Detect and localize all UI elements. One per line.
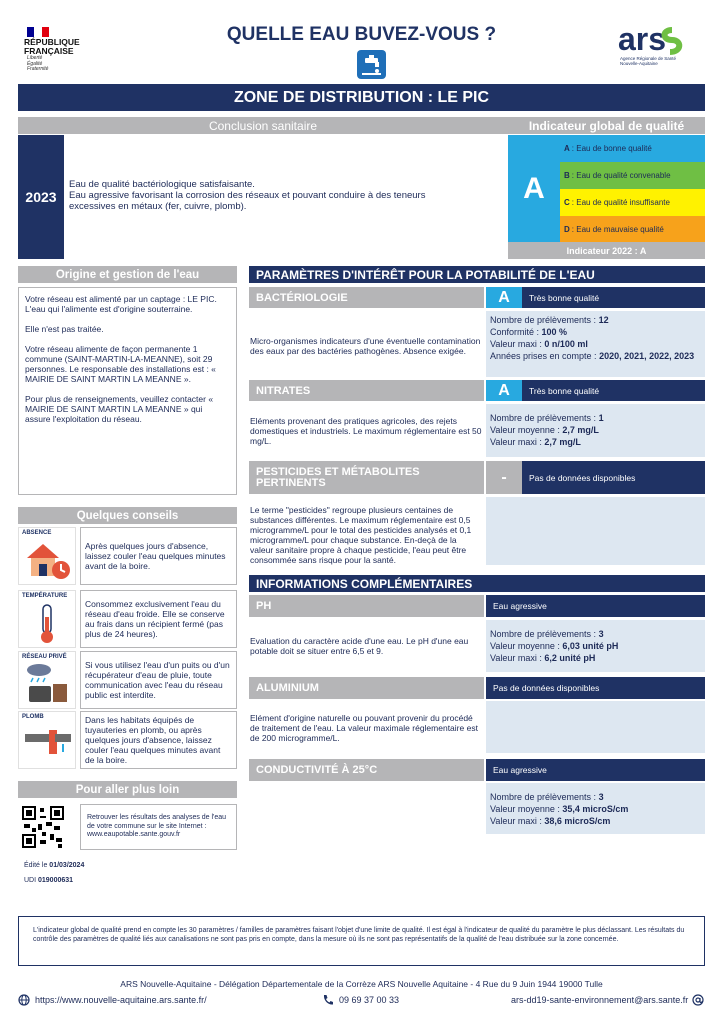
legend-row-a: A : Eau de bonne qualité [560, 135, 705, 162]
conclusion-text [69, 179, 439, 212]
bacterio-values: Nombre de prélèvements : 12 Conformité : 100 % Valeur maxi : 0 n/100 ml Années prises en compte : 2020, 2021, 2022, 2023 [486, 311, 705, 377]
indicator-header: Indicateur global de qualité [508, 117, 705, 134]
advice-text-box [80, 527, 237, 585]
website-link[interactable]: https://www.nouvelle-aquitaine.ars.sante.fr/ [35, 995, 207, 1005]
origin-box [18, 287, 237, 495]
footer-phone[interactable] [322, 994, 399, 1006]
bacterio-description: Micro-organismes indicateurs d'une éventuelle contamination des eaux par des bactéries pathogènes. Absence exigée. [250, 336, 481, 356]
indicator-note: L'indicateur global de qualité prend en compte les 30 paramètres / familles de paramètres faisant l'objet d'une limite de qualité. Il est égal à l'indicateur de qualité du paramètre le plus déclassant. Les résultats du contrôle des paramètres de qualité liés aux canalisations ne sont pas pris en compte, dans la mesure où ils ne sont pas représentatifs de la qualité de l'eau distribuée sur la zone concernée. [18, 916, 705, 966]
advice-label: RÉSEAU PRIVÉ [22, 654, 67, 660]
nitrates-label: Très bonne qualité [522, 380, 705, 401]
thermometer-icon [18, 590, 76, 648]
aluminium-label: Pas de données disponibles [486, 677, 705, 699]
email-link[interactable]: ars-dd19-sante-environnement@ars.sante.fr [511, 995, 689, 1005]
page-title: QUELLE EAU BUVEZ-VOUS ? [226, 24, 497, 45]
origin-paragraph: Votre réseau alimente de façon permanente 1 commune (SAINT-MARTIN-LA-MEANNE), soit 29 personnes. Le responsable des installations est : « MAIRIE DE SAINT MARTIN LA MEANNE ». [25, 344, 216, 384]
conductivity-values: Nombre de prélèvements : 3 Valeur moyenne : 35,4 microS/cm Valeur maxi : 38,6 microS/cm [486, 783, 705, 834]
legend-row-d: D : Eau de mauvaise qualité [560, 216, 705, 243]
bacterio-label: Très bonne qualité [522, 287, 705, 308]
ph-description: Evaluation du caractère acide d'une eau. Le pH d'une eau potable doit se situer entre 6,5 et 9. [250, 636, 469, 656]
further-text: Retrouver les résultats des analyses de l'eau de votre commune sur le site Internet : www.eaupotable.sante.gouv.fr [80, 804, 237, 850]
advice-header: Quelques conseils [18, 507, 237, 524]
conclusion-line-1: Eau de qualité bactériologique satisfaisante. [69, 179, 255, 190]
ph-title: PH [249, 595, 484, 617]
advice-label: ABSENCE [22, 530, 52, 536]
footer-website[interactable] [18, 994, 207, 1006]
conclusion-line-2: Eau agressive favorisant la corrosion des réseaux et pouvant conduire à des teneurs excessives en métaux (fer, cuivre, plomb). [69, 190, 426, 212]
nitrates-grade: A [486, 380, 522, 401]
origin-header: Origine et gestion de l'eau [18, 266, 237, 283]
conductivity-label: Eau agressive [486, 759, 705, 781]
phone-icon [322, 994, 334, 1006]
legend-text: Eau de qualité insuffisante [576, 198, 670, 207]
udi-code: UDI 019000631 [24, 877, 74, 884]
republique-flag-icon [27, 27, 49, 37]
at-sign-icon [692, 994, 704, 1006]
house-clock-icon [18, 527, 76, 585]
pesticides-title: PESTICIDES ET MÉTABOLITES PERTINENTS [249, 461, 484, 494]
legend-letter: B [564, 171, 570, 180]
conclusion-year: 2023 [18, 135, 64, 259]
indicator-previous-year: Indicateur 2022 : A [508, 242, 705, 259]
bacterio-title: BACTÉRIOLOGIE [249, 287, 484, 308]
ph-label: Eau agressive [486, 595, 705, 617]
origin-paragraph: Pour plus de renseignements, veuillez contacter « MAIRIE DE SAINT MARTIN LA MEANNE » qui assure l'exploitation du réseau. [25, 394, 214, 424]
global-grade: A [508, 135, 560, 242]
pesticides-description: Le terme "pesticides" regroupe plusieurs centaines de substances différentes. Le maximum réglementaire est 0,5 microgramme/L pour le total des pesticides analysés et 0,1 microgramme/L pour chaque substance. En-deçà de la valeur sanitaire propre à chaque pesticide, l'eau peut être consommée sans risque pour la santé. [250, 505, 472, 565]
advice-text-box [80, 651, 237, 709]
complementary-header: INFORMATIONS COMPLÉMENTAIRES [249, 575, 705, 592]
pesticides-label: Pas de données disponibles [522, 461, 705, 494]
advice-label: TEMPÉRATURE [22, 593, 68, 599]
footer-email[interactable] [511, 994, 704, 1006]
advice-text: Si vous utilisez l'eau d'un puits ou d'un récupérateur d'eau de pluie, toute communication avec l'eau du réseau public est interdite. [85, 660, 230, 700]
legend-text: Eau de bonne qualité [576, 144, 652, 153]
origin-paragraph: Elle n'est pas traitée. [25, 324, 104, 334]
nitrates-values: Nombre de prélèvements : 1 Valeur moyenne : 2,7 mg/L Valeur maxi : 2,7 mg/L [486, 404, 705, 457]
legend-letter: D [564, 225, 570, 234]
republique-motto: Liberté Égalité Fraternité [27, 55, 49, 72]
edit-date: Édité le 01/03/2024 [24, 862, 85, 869]
legend-text: Eau de mauvaise qualité [576, 225, 664, 234]
nitrates-title: NITRATES [249, 380, 484, 401]
conclusion-header: Conclusion sanitaire [18, 117, 508, 134]
origin-paragraph: Votre réseau est alimenté par un captage : LE PIC. L'eau qui l'alimente est d'origine souterraine. [25, 294, 217, 314]
conductivity-title: CONDUCTIVITÉ À 25°C [249, 759, 484, 781]
phone-number[interactable]: 09 69 37 00 33 [339, 995, 400, 1005]
parameters-header: PARAMÈTRES D'INTÉRÊT POUR LA POTABILITÉ DE L'EAU [249, 266, 705, 283]
further-header: Pour aller plus loin [18, 781, 237, 798]
advice-text-box [80, 711, 237, 769]
advice-label: PLOMB [22, 714, 44, 720]
legend-row-b: B : Eau de qualité convenable [560, 162, 705, 189]
pesticides-grade: - [486, 461, 522, 494]
advice-text-box [80, 590, 237, 648]
nitrates-description: Eléments provenant des pratiques agricoles, des rejets domestiques et industriels. Le maximum réglementaire est 50 mg/L. [250, 416, 482, 446]
advice-text: Après quelques jours d'absence, laissez couler l'eau quelques minutes avant de la boire. [85, 541, 226, 571]
pesticides-values [486, 497, 705, 565]
ph-values: Nombre de prélèvements : 3 Valeur moyenne : 6,03 unité pH Valeur maxi : 6,2 unité pH [486, 620, 705, 672]
rain-tank-icon [18, 651, 76, 709]
footer-address: ARS Nouvelle-Aquitaine - Délégation Départementale de la Corrèze ARS Nouvelle Aquitaine - 4 Rue du 9 Juin 1944 19000 Tulle [120, 979, 603, 989]
ars-logo [614, 24, 704, 74]
legend-text: Eau de qualité convenable [576, 171, 671, 180]
bacterio-grade: A [486, 287, 522, 308]
water-tap-icon [357, 50, 386, 79]
legend-letter: C [564, 198, 570, 207]
aluminium-title: ALUMINIUM [249, 677, 484, 699]
advice-text: Consommez exclusivement l'eau du réseau d'eau froide. Elle se conserve au frais dans un récipient fermé (pas plus de 24 heures). [85, 599, 225, 639]
lead-pipe-icon [18, 711, 76, 769]
aluminium-description: Elément d'origine naturelle ou pouvant provenir du procédé de traitement de l'eau. La valeur maximale réglementaire est de 200 microgramme/L. [250, 713, 478, 743]
aluminium-values [486, 701, 705, 753]
qr-code-icon[interactable] [22, 806, 64, 848]
globe-icon [18, 994, 30, 1006]
ars-subtitle: Agence Régionale de Santé Nouvelle-Aquitaine [620, 56, 677, 66]
zone-title: ZONE DE DISTRIBUTION : LE PIC [18, 84, 705, 111]
legend-row-c: C : Eau de qualité insuffisante [560, 189, 705, 216]
ars-logo-text: ars [618, 24, 667, 56]
legend-letter: A [564, 144, 570, 153]
republique-name: RÉPUBLIQUE FRANÇAISE [24, 37, 80, 56]
advice-text: Dans les habitats équipés de tuyauteries en plomb, ou après quelques jours d'absence, laissez couler l'eau quelques minutes avant de la boire. [85, 715, 221, 765]
